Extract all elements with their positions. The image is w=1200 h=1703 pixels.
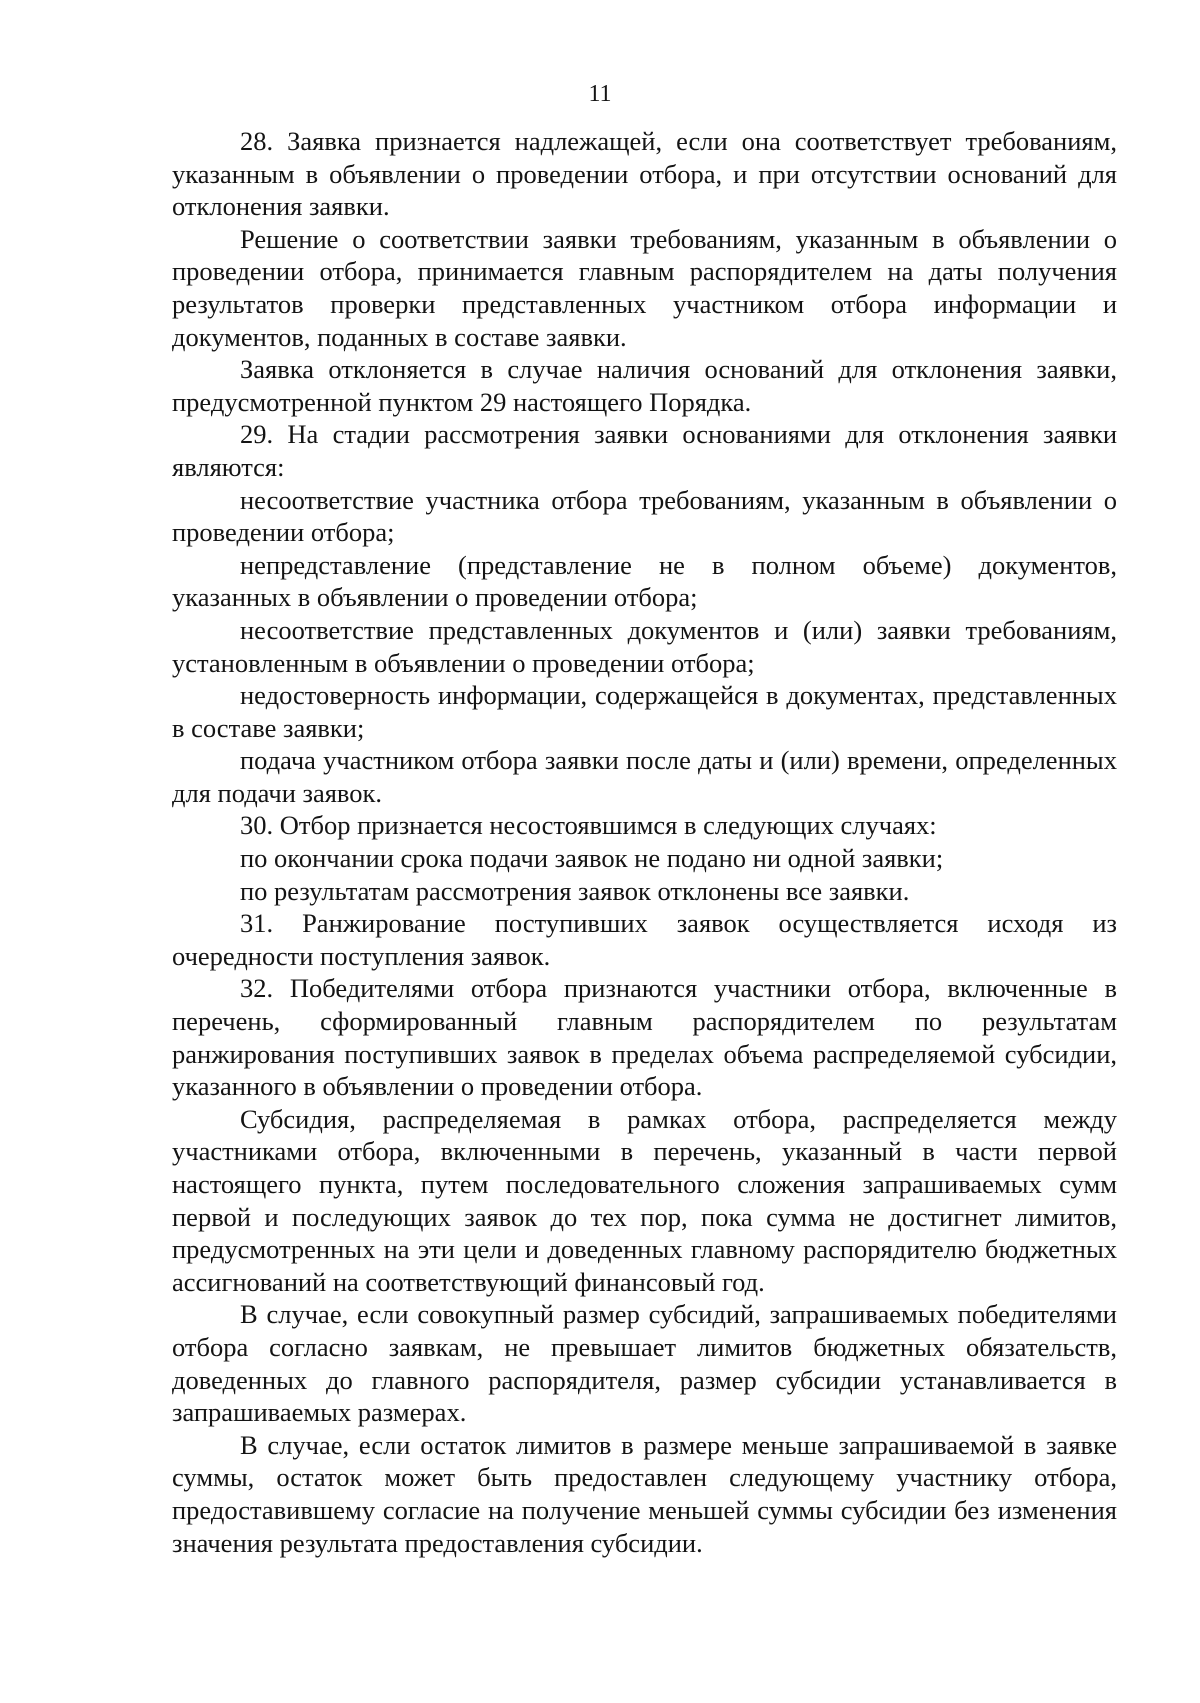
paragraph-31: 31. Ранжирование поступивших заявок осуществляется исходя из очередности поступления заявок.	[172, 908, 1117, 971]
paragraph-32: 32. Победителями отбора признаются участники отбора, включенные в перечень, сформированный главным распорядителем по результатам ранжирования поступивших заявок в пределах объема распределяемой субсидии, указанного в объявлении о проведении отбора.	[172, 973, 1117, 1102]
paragraph-total-within-limits: В случае, если совокупный размер субсидий, запрашиваемых победителями отбора согласно заявкам, не превышает лимитов бюджетных обязательств, доведенных до главного распорядителя, размер субсидии устанавливается в запрашиваемых размерах.	[172, 1299, 1117, 1428]
list-item-all-rejected: по результатам рассмотрения заявок отклонены все заявки.	[240, 875, 910, 906]
list-item-nonconformity-documents: несоответствие представленных документов и (или) заявки требованиям, установленным в объявлении о проведении отбора;	[172, 614, 1117, 678]
list-item-nonconformity-participant: несоответствие участника отбора требованиям, указанным в объявлении о проведении отбора;	[172, 484, 1117, 548]
paragraph-28: 28. Заявка признается надлежащей, если она соответствует требованиям, указанным в объявлении о проведении отбора, и при отсутствии оснований для отклонения заявки.	[172, 126, 1117, 222]
document-body	[172, 125, 1117, 1559]
list-item-nonsubmission: непредставление (представление не в полном объеме) документов, указанных в объявлении о проведении отбора;	[172, 549, 1117, 613]
list-item-no-applications: по окончании срока подачи заявок не подано ни одной заявки;	[240, 843, 944, 874]
list-item-late-submission: подача участником отбора заявки после даты и (или) времени, определенных для подачи заявок.	[172, 745, 1117, 808]
paragraph-rejection: Заявка отклоняется в случае наличия оснований для отклонения заявки, предусмотренной пунктом 29 настоящего Порядка.	[172, 354, 1117, 417]
list-item-unreliability: недостоверность информации, содержащейся в документах, представленных в составе заявки;	[172, 680, 1117, 743]
page-number: 11	[588, 81, 612, 107]
paragraph-29: 29. На стадии рассмотрения заявки основаниями для отклонения заявки являются:	[172, 419, 1117, 482]
paragraph-decision: Решение о соответствии заявки требованиям, указанным в объявлении о проведении отбора, принимается главным распорядителем на даты получения результатов проверки представленных участником отбора информации и документов, поданных в составе заявки.	[172, 223, 1117, 352]
paragraph-remaining-limits: В случае, если остаток лимитов в размере меньше запрашиваемой в заявке суммы, остаток может быть предоставлен следующему участнику отбора, предоставившему согласие на получение меньшей суммы субсидии без изменения значения результата предоставления субсидии.	[172, 1429, 1117, 1558]
paragraph-subsidy-distribution: Субсидия, распределяемая в рамках отбора, распределяется между участниками отбора, включенными в перечень, указанный в части первой настоящего пункта, путем последовательного сложения запрашиваемых сумм первой и последующих заявок до тех пор, пока сумма не достигнет лимитов, предусмотренных на эти цели и доведенных главному распорядителю бюджетных ассигнований на соответствующий финансовый год.	[172, 1103, 1117, 1297]
paragraph-30: 30. Отбор признается несостоявшимся в следующих случаях:	[240, 810, 937, 841]
